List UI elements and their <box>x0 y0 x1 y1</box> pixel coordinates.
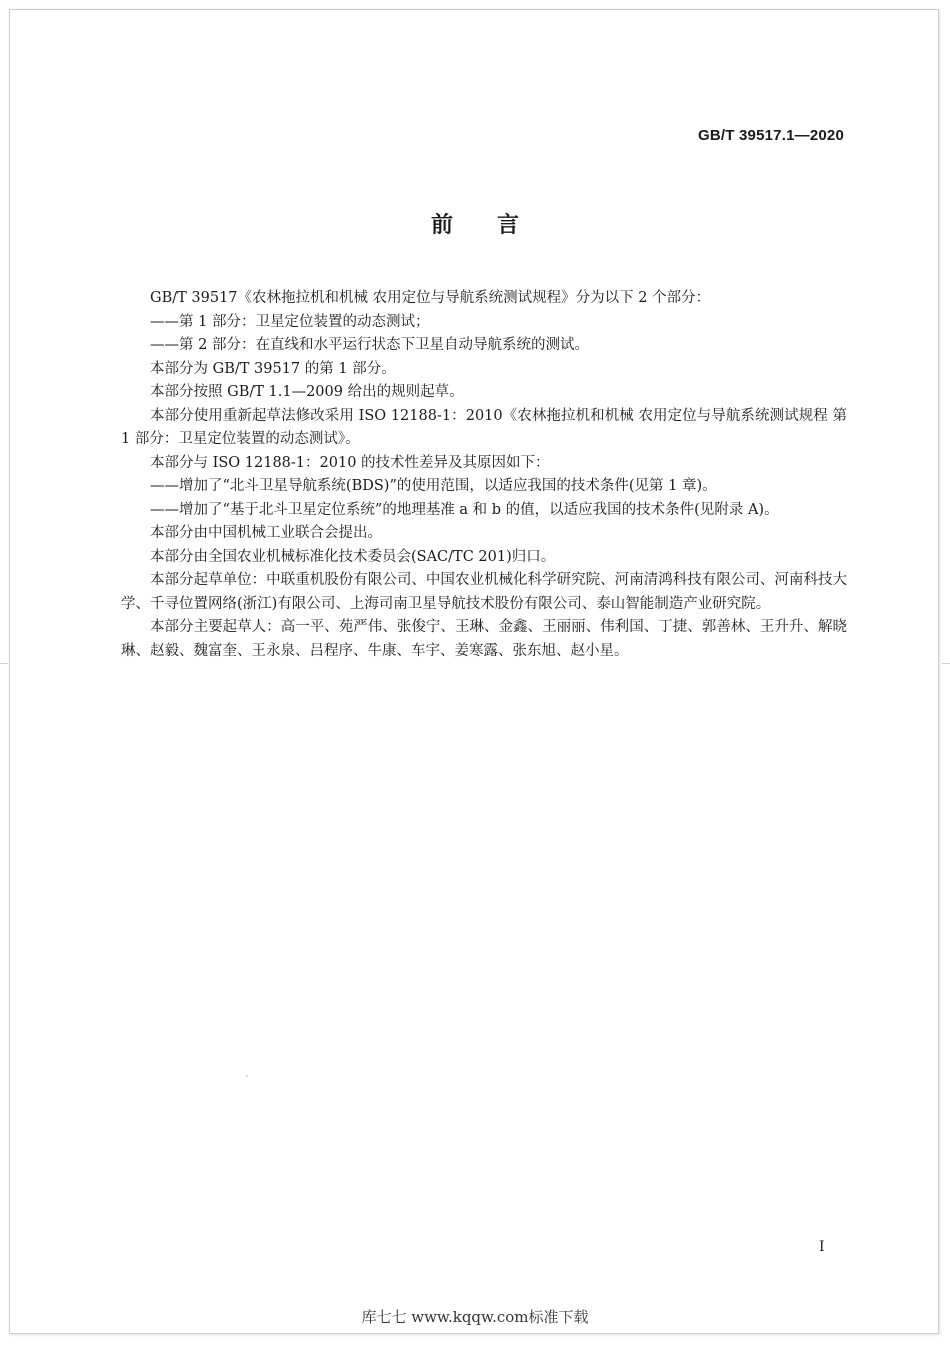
scan-speck <box>246 1075 248 1077</box>
paragraph: 本部分起草单位：中联重机股份有限公司、中国农业机械化科学研究院、河南清鸿科技有限公司、河南科技大学、千寻位置网络(浙江)有限公司、上海司南卫星导航技术股份有限公司、泰山智能制造产业研究院。 <box>121 572 847 612</box>
list-item: ——第 1 部分：卫星定位装置的动态测试； <box>150 313 430 330</box>
paragraph: 本部分主要起草人：高一平、苑严伟、张俊宁、王琳、金鑫、王丽丽、伟利国、丁捷、郭善林、王升升、解晓琳、赵毅、魏富奎、王永泉、吕程序、牛康、车宇、姜寒露、张东旭、赵小星。 <box>121 619 847 659</box>
standard-number: GB/T 39517.1—2020 <box>698 127 844 144</box>
page-edge-mark <box>0 663 8 664</box>
list-item: ——增加了“基于北斗卫星定位系统”的地理基准 a 和 b 的值，以适应我国的技术条件(见附录 A)。 <box>150 501 779 518</box>
list-item: ——第 2 部分：在直线和水平运行状态下卫星自动导航系统的测试。 <box>150 337 589 353</box>
paragraph: 本部分由中国机械工业联合会提出。 <box>150 525 382 541</box>
paragraph: 本部分由全国农业机械标准化技术委员会(SAC/TC 201)归口。 <box>150 548 556 565</box>
paragraph: 本部分与 ISO 12188-1：2010 的技术性差异及其原因如下： <box>150 454 550 471</box>
list-item: ——增加了“北斗卫星导航系统(BDS)”的使用范围，以适应我国的技术条件(见第 1 章)。 <box>150 478 717 494</box>
paragraph: 本部分按照 GB/T 1.1—2009 给出的规则起草。 <box>150 384 464 400</box>
page-edge-mark <box>942 663 950 664</box>
paragraph: 本部分为 GB/T 39517 的第 1 部分。 <box>150 360 396 377</box>
page-number: I <box>819 1239 825 1255</box>
page-title: 前言 <box>430 213 563 238</box>
footer-watermark: 库七七 www.kqqw.com标准下载 <box>361 1308 589 1326</box>
paragraph: GB/T 39517《农林拖拉机和机械 农用定位与导航系统测试规程》分为以下 2 个部分： <box>150 290 711 306</box>
foreword-body <box>121 287 847 663</box>
paragraph: 本部分使用重新起草法修改采用 ISO 12188-1：2010《农林拖拉机和机械 农用定位与导航系统测试规程 第 1 部分：卫星定位装置的动态测试》。 <box>121 407 847 447</box>
